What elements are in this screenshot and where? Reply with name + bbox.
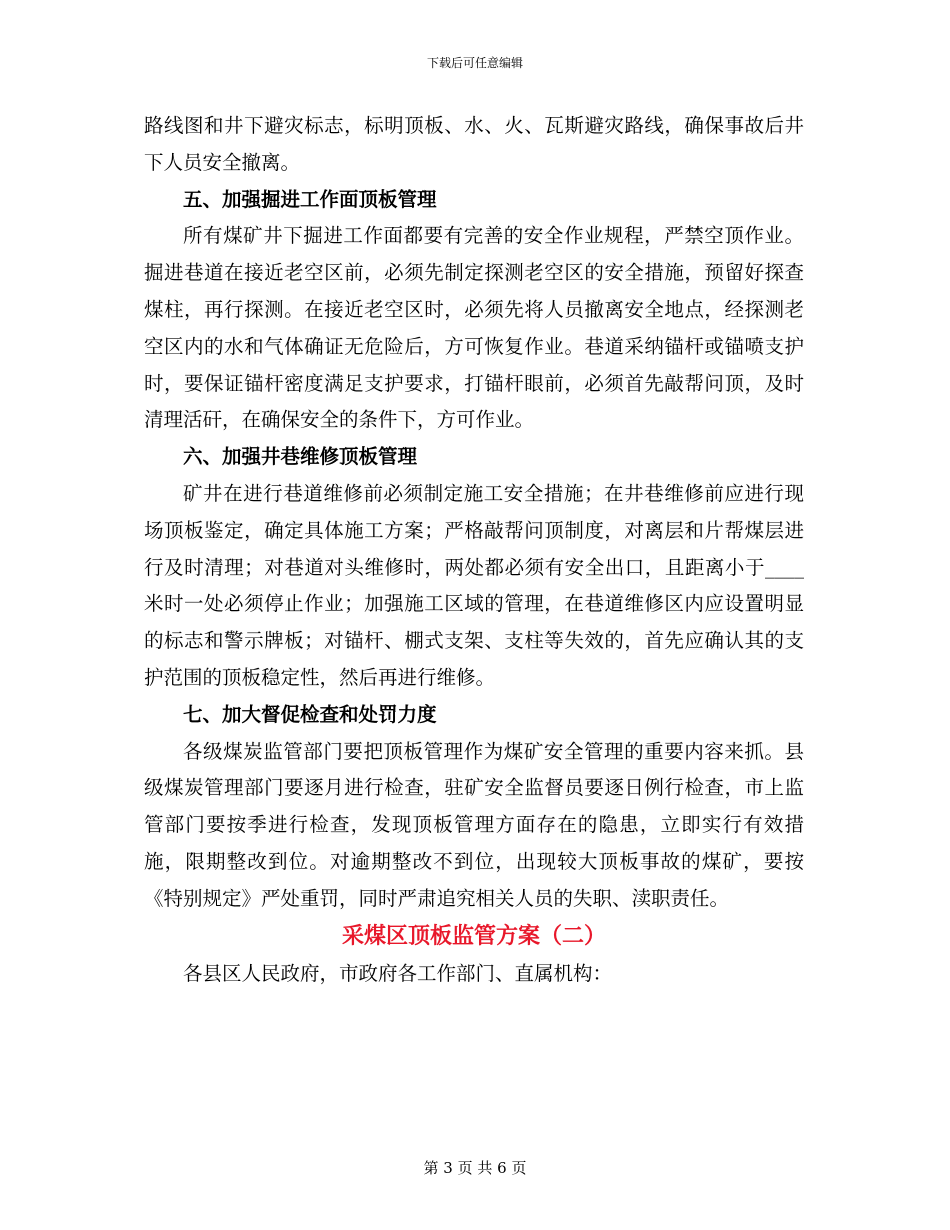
salutation: 各县区人民政府，市政府各工作部门、直属机构： bbox=[183, 961, 613, 985]
document-body bbox=[144, 108, 804, 992]
section-heading-6: 六、加强井巷维修顶板管理 bbox=[183, 445, 418, 469]
section-text-5: 所有煤矿井下掘进工作面都要有完善的安全作业规程，严禁空顶作业。掘进巷道在接近老空区前，必须先制定探测老空区的安全措施，预留好探查煤柱，再行探测。在接近老空区时，必须先将人员撤离安全地点，经探测老空区内的水和气体确证无危险后，方可恢复作业。巷道采纳锚杆或锚喷支护时，要保证锚杆密度满足支护要求，打锚杆眼前，必须首先敲帮问顶，及时清理活矸，在确保安全的条件下，方可作业。 bbox=[144, 224, 804, 432]
section-text-6: 矿井在进行巷道维修前必须制定施工安全措施；在井巷维修前应进行现场顶板鉴定，确定具体施工方案；严格敲帮问顶制度，对离层和片帮煤层进行及时清理；对巷道对头维修时，两处都必须有安全出口，且距离小于____米时一处必须停止作业；加强施工区域的管理，在巷道维修区内应设置明显的标志和警示牌板；对锚杆、棚式支架、支柱等失效的，首先应确认其的支护范围的顶板稳定性，然后再进行维修。 bbox=[144, 481, 804, 689]
document-title-2: 采煤区顶板监管方案（二） bbox=[341, 923, 606, 949]
page-number: 第 3 页 共 6 页 bbox=[423, 1159, 527, 1177]
section-text-7: 各级煤炭监管部门要把顶板管理作为煤矿安全管理的重要内容来抓。县级煤炭管理部门要逐月进行检查，驻矿安全监督员要逐日例行检查，市上监管部门要按季进行检查，发现顶板管理方面存在的隐患，立即实行有效措施，限期整改到位。对逾期整改不到位，出现较大顶板事故的煤矿，要按《特别规定》严处重罚，同时严肃追究相关人员的失职、渎职责任。 bbox=[144, 739, 804, 910]
paragraph-continued: 路线图和井下避灾标志，标明顶板、水、火、瓦斯避灾路线，确保事故后井下人员安全撤离。 bbox=[144, 114, 804, 174]
header-note: 下载后可任意编辑 bbox=[426, 56, 523, 70]
section-heading-7: 七、加大督促检查和处罚力度 bbox=[183, 702, 437, 726]
section-heading-5: 五、加强掘进工作面顶板管理 bbox=[183, 187, 437, 211]
